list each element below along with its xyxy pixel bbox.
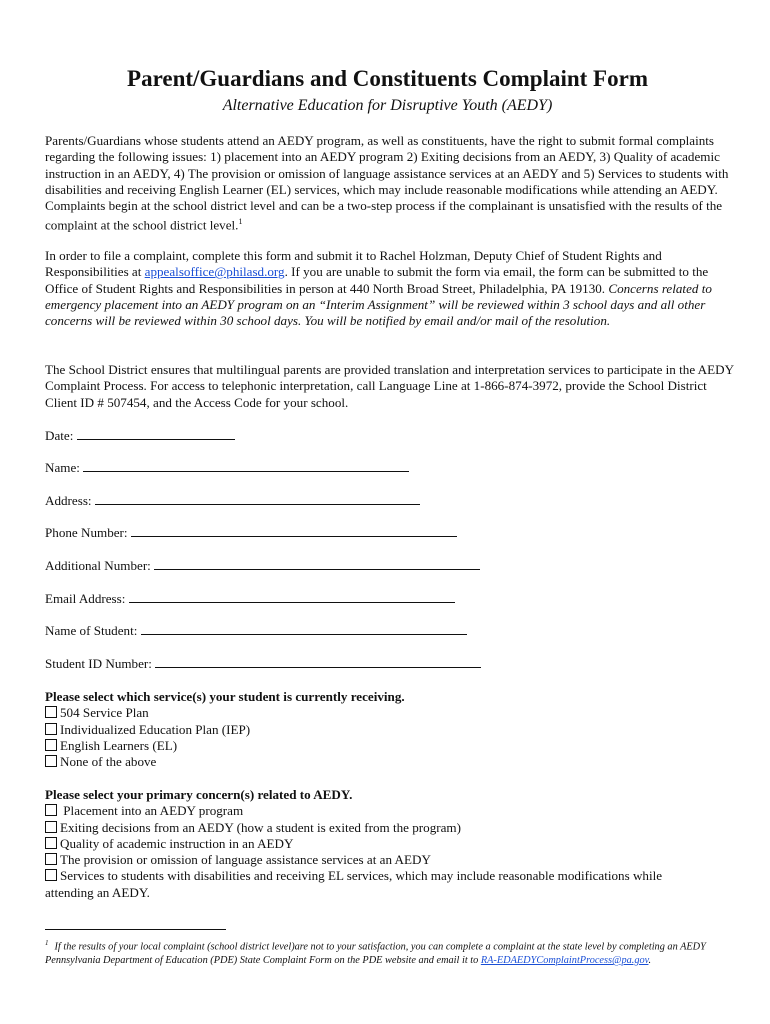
date-label: Date: [45,428,74,443]
footnote-marker: 1 [45,939,49,947]
name-field[interactable] [45,460,409,476]
checkbox-icon[interactable] [45,755,57,767]
date-input-line[interactable] [77,428,235,440]
name-label: Name: [45,460,80,475]
footnote-text: If the results of your local complaint (school district level)are not to your satisfaction, you can complete a complaint at the state level by completing an AEDY Pennsylvania Department of Education (PDE) State Complaint Form on the PDE website and email it to [45,941,706,966]
concern-option-disabilities[interactable]: Services to students with disabilities and receiving EL services, which may include reasonable modifications while [45,868,662,884]
service-option-504[interactable]: 504 Service Plan [45,705,405,721]
address-field[interactable] [45,493,420,509]
footnote [45,937,735,967]
student-name-field[interactable] [45,623,467,639]
footnote-end: . [648,954,652,966]
concern-option-exiting[interactable]: Exiting decisions from an AEDY (how a student is exited from the program) [45,820,662,836]
student-id-label: Student ID Number: [45,656,152,671]
student-id-input-line[interactable] [155,656,481,668]
checkbox-icon[interactable] [45,739,57,751]
service-option-none[interactable]: None of the above [45,754,405,770]
submit-paragraph [45,248,735,329]
student-name-input-line[interactable] [141,623,467,635]
concern-option-instruction[interactable]: Quality of academic instruction in an AEDY [45,836,662,852]
services-heading: Please select which service(s) your student is currently receiving. [45,689,405,704]
pde-email-link[interactable]: RA-EDAEDYComplaintProcess@pa.gov [480,954,649,966]
student-name-label: Name of Student: [45,623,138,638]
intro-text: Parents/Guardians whose students attend an AEDY program, as well as constituents, have the right to submit formal complaints regarding the following issues: 1) placement into an AEDY program 2) Exiting decisions from an AEDY, 3) Quality of academic instruction in an AEDY, 4) The provision or omission of language assistance services at an AEDY and 5) Services to students with disabilities and receiving English Learner (EL) services, which may include reasonable modifications while attending an AEDY. Complaints begin at the school district level and can be a two-step process if the complainant is unsatisfied with the results of the complaint at the school district level. [45,133,729,233]
email-label: Email Address: [45,591,126,606]
additional-number-label: Additional Number: [45,558,151,573]
checkbox-icon[interactable] [45,869,57,881]
footnote-reference[interactable]: 1 [238,217,243,227]
concerns-heading: Please select your primary concern(s) related to AEDY. [45,787,353,802]
checkbox-icon[interactable] [45,837,57,849]
submit-text-after: . If you are unable to submit the form via email, the form can be submitted to the Office of Student Rights and Responsibilities in person at 440 North Broad Street, Philadelphia, PA 19130. [45,264,709,296]
appeals-email-link[interactable]: appealsoffice@philasd.org [144,264,285,280]
additional-number-input-line[interactable] [154,558,480,570]
phone-label: Phone Number: [45,525,128,540]
concern-option-placement[interactable]: Placement into an AEDY program [45,803,662,819]
address-input-line[interactable] [95,493,420,505]
additional-number-field[interactable] [45,558,480,574]
checkbox-icon[interactable] [45,821,57,833]
service-option-el[interactable]: English Learners (EL) [45,738,405,754]
date-field[interactable] [45,428,235,444]
phone-input-line[interactable] [131,525,457,537]
concerns-section [45,787,662,901]
student-id-field[interactable] [45,656,481,672]
name-input-line[interactable] [83,460,409,472]
page-subtitle: Alternative Education for Disruptive Youth (AEDY) [222,97,553,114]
service-option-iep[interactable]: Individualized Education Plan (IEP) [45,722,405,738]
phone-field[interactable] [45,525,457,541]
submit-text: In order to file a complaint, complete this form and submit it to Rachel Holzman, Deputy Chief of Student Rights and Responsibilities at [45,248,662,280]
concern-option-continuation: attending an AEDY. [45,884,150,900]
intro-paragraph [45,133,735,234]
page-title: Parent/Guardians and Constituents Complaint Form [127,66,648,91]
review-timeline-note: Concerns related to emergency placement into an AEDY program on an “Interim Assignment” will be reviewed within 3 school days and all other concerns will be reviewed within 30 school days. You will be notified by email and/or mail of the resolution. [45,280,712,329]
email-input-line[interactable] [129,591,455,603]
checkbox-icon[interactable] [45,723,57,735]
footnote-divider [45,929,226,930]
checkbox-icon[interactable] [45,853,57,865]
checkbox-icon[interactable] [45,804,57,816]
address-label: Address: [45,493,92,508]
translation-paragraph [45,362,735,411]
concern-option-language[interactable]: The provision or omission of language assistance services at an AEDY [45,852,662,868]
services-section [45,689,405,770]
email-field[interactable] [45,591,455,607]
checkbox-icon[interactable] [45,706,57,718]
translation-text: The School District ensures that multilingual parents are provided translation and interpretation services to participate in the AEDY Complaint Process. For access to telephonic interpretation, call Language Line at 1-866-874-3972, provide the School District Client ID # 507454, and the Access Code for your school. [45,362,734,410]
